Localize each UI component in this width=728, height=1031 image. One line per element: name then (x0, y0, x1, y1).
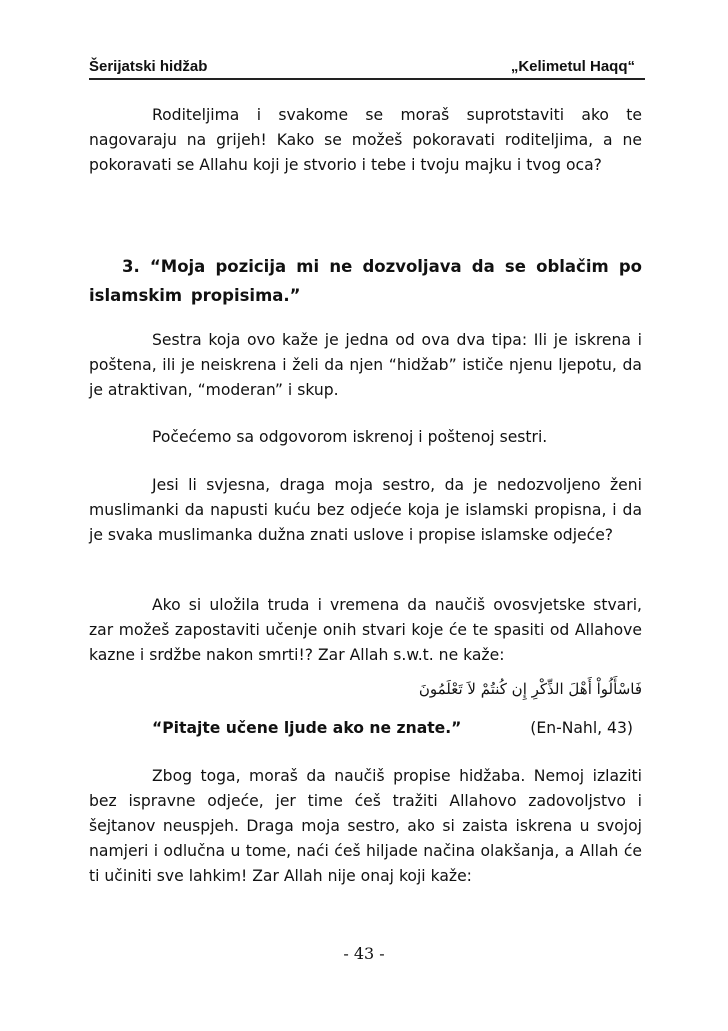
verse-reference: (En-Nahl, 43) (530, 719, 633, 737)
page-header (89, 56, 645, 80)
arabic-verse: فَاسْأَلُواْ أَهْلَ الذِّكْرِ إِن كُنتُمْ لاَ تَعْلَمُونَ (418, 680, 642, 698)
paragraph-awareness (89, 473, 642, 548)
paragraph-conclusion (89, 764, 642, 889)
paragraph-text: Zbog toga, moraš da naučiš propise hidžaba. Nemoj izlaziti bez ispravne odjeće, jer time ćeš tražiti Allahovo zadovoljstvo i šejtanov neuspjeh. Draga moja sestro, ako si zaista iskrena u svojoj namjeri i odlučna u tome, naći ćeš hiljade načina olakšanja, a Allah će ti učiniti sve lahkim! Zar Allah nije onaj koji kaže: (89, 767, 642, 885)
section-heading (89, 252, 642, 310)
paragraph-text: Roditeljima i svakome se moraš suprotstaviti ako te nagovaraju na grijeh! Kako se možeš pokoravati roditeljima, a ne pokoravati se Allahu koji je stvorio i tebe i tvoju majku i tvog oca? (89, 106, 642, 174)
header-book-title: Šerijatski hidžab (89, 58, 208, 75)
paragraph-text: Sestra koja ovo kaže je jedna od ova dva tipa: Ili je iskrena i poštena, ili je neiskrena i želi da njen “hidžab” ističe njenu ljepotu, da je atraktivan, “moderan” i skup. (89, 331, 642, 399)
verse-translation: “Pitajte učene ljude ako ne znate.” (152, 719, 462, 737)
section-heading-text: 3. “Moja pozicija mi ne dozvoljava da se oblačim po islamskim propisima.” (89, 257, 642, 305)
paragraph-learning (89, 593, 642, 668)
paragraph-text: Počećemo sa odgovorom iskrenoj i poštenoj sestri. (152, 428, 548, 446)
paragraph-two-types (89, 328, 642, 403)
header-publisher: „Kelimetul Haqq“ (510, 58, 635, 75)
paragraph-parents (89, 103, 642, 178)
verse-translation-line (152, 716, 635, 741)
paragraph-answer-start (89, 425, 642, 450)
paragraph-text: Jesi li svjesna, draga moja sestro, da je nedozvoljeno ženi muslimanki da napusti kuću bez odjeće koja je islamski propisna, i da je svaka muslimanka dužna znati uslove i propise islamske odjeće? (89, 476, 642, 544)
page-number: - 43 - (343, 944, 385, 963)
paragraph-text: Ako si uložila truda i vremena da naučiš ovosvjetske stvari, zar možeš zapostaviti učenje onih stvari koje će te spasiti od Allahove kazne i srdžbe nakon smrti!? Zar Allah s.w.t. ne kaže: (89, 596, 642, 664)
